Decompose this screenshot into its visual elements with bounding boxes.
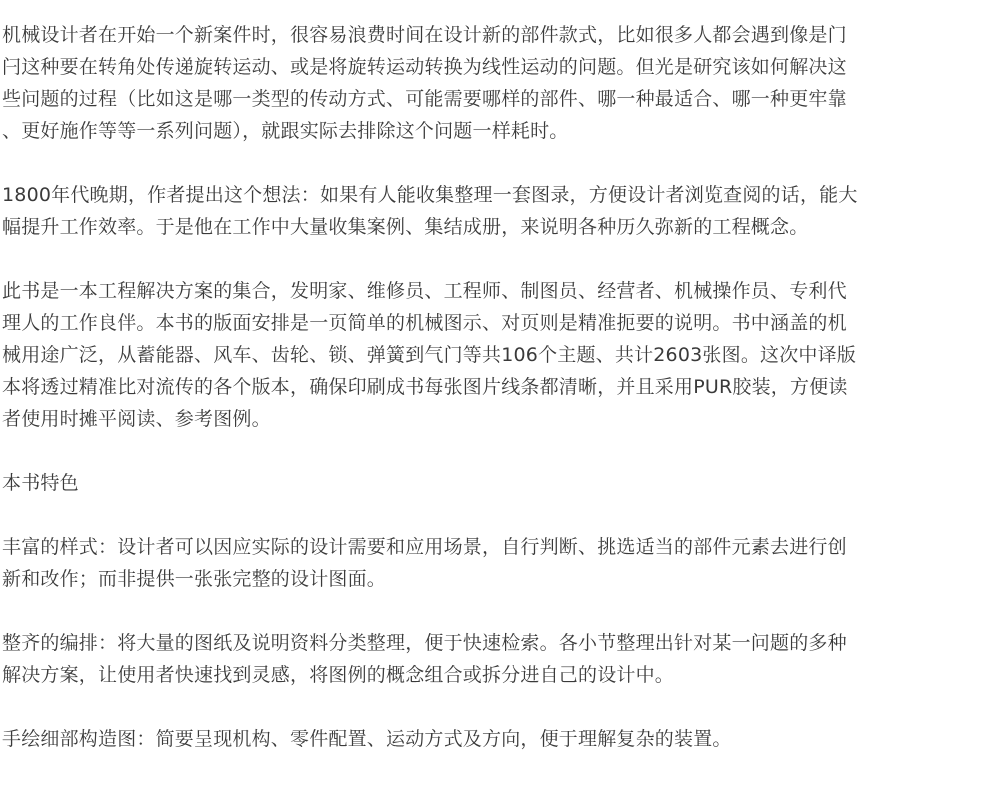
text-line: 闩这种要在转角处传递旋转运动、或是将旋转运动转换为线性运动的问题。但光是研究该如何解决这 [2, 56, 847, 78]
paragraph-spacer [2, 147, 988, 179]
text-line: 者使用时摊平阅读、参考图例。 [2, 408, 271, 430]
text-line: 整齐的编排：将大量的图纸及说明资料分类整理，便于快速检索。各小节整理出针对某一问题的多种 [2, 632, 847, 654]
text-line: 丰富的样式：设计者可以因应实际的设计需要和应用场景，自行判断、挑选适当的部件元素去进行创 [2, 536, 847, 558]
text-line: 理人的工作良伴。本书的版面安排是一页简单的机械图示、对页则是精准扼要的说明。书中涵盖的机 [2, 312, 847, 334]
section-heading-features [2, 467, 988, 499]
text-line: 解决方案，让使用者快速找到灵感，将图例的概念组合或拆分进自己的设计中。 [2, 664, 675, 686]
paragraph-feature-styles [2, 531, 988, 595]
text-line: 械用途广泛，从蓄能器、风车、齿轮、锁、弹簧到气门等共106个主题、共计2603张图。这次中译版 [2, 344, 857, 366]
paragraph-feature-layout [2, 627, 988, 691]
text-line: 机械设计者在开始一个新案件时，很容易浪费时间在设计新的部件款式，比如很多人都会遇到像是门 [2, 24, 847, 46]
paragraph-spacer [2, 499, 988, 531]
text-line: 些问题的过程（比如这是哪一类型的传动方式、可能需要哪样的部件、哪一种最适合、哪一种更牢靠 [2, 88, 847, 110]
text-line: 新和改作；而非提供一张张完整的设计图面。 [2, 568, 387, 590]
paragraph-book-overview [2, 275, 988, 435]
paragraph-history [2, 179, 988, 243]
text-line: 本书特色 [2, 472, 79, 494]
text-line: 手绘细部构造图：简要呈现机构、零件配置、运动方式及方向，便于理解复杂的装置。 [2, 728, 732, 750]
paragraph-feature-drawings [2, 723, 988, 755]
paragraph-spacer [2, 691, 988, 723]
text-line: 、更好施作等等一系列问题），就跟实际去排除这个问题一样耗时。 [2, 120, 569, 142]
text-line: 1800年代晚期，作者提出这个想法：如果有人能收集整理一套图录，方便设计者浏览查阅的话，能大 [2, 184, 858, 206]
paragraph-spacer [2, 243, 988, 275]
text-line: 幅提升工作效率。于是他在工作中大量收集案例、集结成册，来说明各种历久弥新的工程概念。 [2, 216, 809, 238]
paragraph-intro [2, 19, 988, 147]
document-body [2, 0, 988, 755]
text-line: 此书是一本工程解决方案的集合，发明家、维修员、工程师、制图员、经营者、机械操作员、专利代 [2, 280, 847, 302]
paragraph-spacer [2, 435, 988, 467]
text-line: 本将透过精准比对流传的各个版本，确保印刷成书每张图片线条都清晰，并且采用PUR胶装，方便读 [2, 376, 848, 398]
paragraph-spacer [2, 595, 988, 627]
